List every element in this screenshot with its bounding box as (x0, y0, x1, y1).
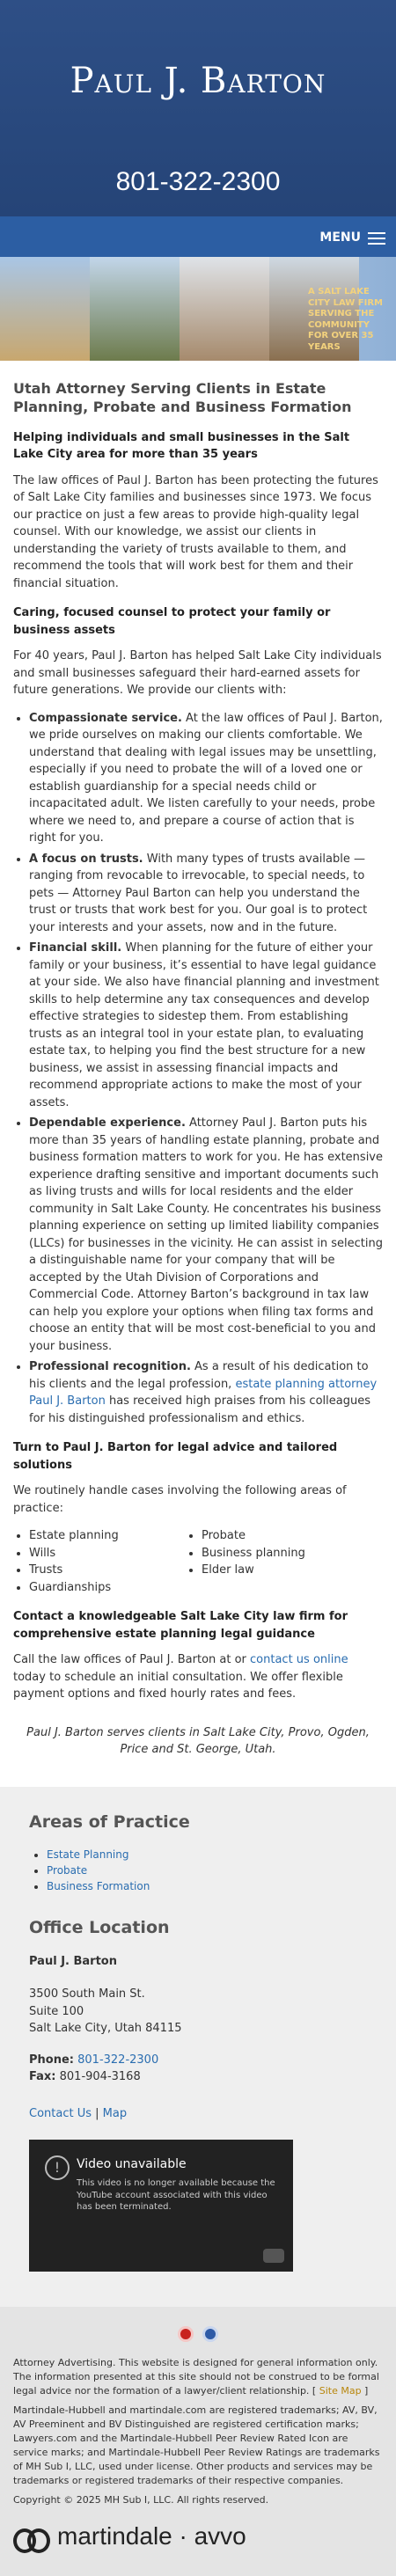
list-item: • Probate (202, 1527, 374, 1545)
paragraph: We routinely handle cases involving the following areas of practice: (13, 1484, 347, 1515)
main-content (0, 361, 396, 1787)
video-embed[interactable] (29, 2140, 293, 2272)
site-logo[interactable]: Paul J. Barton (70, 61, 326, 101)
bullet-text: As a result of his dedication to his clients and the legal profession, (29, 1360, 369, 1391)
copyright: Copyright © 2025 MH Sub I, LLC. All rights reserved. (13, 2493, 269, 2506)
office-address (29, 1986, 367, 2038)
subheading: Caring, focused counsel to protect your family or business assets (13, 606, 331, 637)
list-item (47, 1862, 367, 1878)
rating-badges (13, 2326, 383, 2342)
office-links (29, 2105, 367, 2123)
paragraph-text: Call the law offices of Paul J. Barton at or (13, 1653, 251, 1667)
office-title: Office Location (29, 1918, 170, 1938)
client-review-badge-icon[interactable] (202, 2326, 218, 2342)
hero-banner (0, 257, 396, 361)
menu-label: MENU (319, 231, 361, 245)
office-fax (29, 2068, 367, 2086)
youtube-icon[interactable] (263, 2249, 284, 2263)
disclaimer (13, 2356, 383, 2398)
trademarks: Martindale-Hubbell and martindale.com are registered trademarks; AV, BV, AV Preeminent and BV Distinguished are registered certification marks; Lawyers.com and the Martindale-Hubbell Peer Review Rated Icon are service marks; and Martindale-Hubbell Peer Review Ratings are trademarks of MH Sub I, LLC, used under license. Other products and services may be trademarks or registered trademarks of their respective companies. (13, 2404, 380, 2486)
address-line: 3500 South Main St. (29, 1987, 145, 2002)
bullet-label: Dependable experience. (29, 1116, 186, 1131)
practice-link-probate[interactable]: Probate (47, 1864, 88, 1877)
banner-photo (180, 257, 269, 361)
header-phone[interactable]: 801-322-2300 (115, 167, 281, 196)
bullet-label: Compassionate service. (29, 711, 182, 725)
link-separator: | (95, 2106, 99, 2120)
contact-online-link[interactable]: contact us online (250, 1653, 348, 1667)
office-phone (29, 2052, 367, 2069)
service-areas: Paul J. Barton serves clients in Salt Lake City, Provo, Ogden, Price and St. George, Utah. (26, 1725, 370, 1757)
bullet-label: Financial skill. (29, 941, 122, 955)
page-title: Utah Attorney Serving Clients in Estate Planning, Probate and Business Formation (13, 380, 352, 415)
practice-col-1 (29, 1527, 202, 1596)
list-item: • Wills (29, 1545, 202, 1562)
martindale-mark-icon (13, 2527, 48, 2548)
list-item (47, 1878, 367, 1894)
site-map-link[interactable]: Site Map (319, 2384, 362, 2397)
disclaimer-text: ] (361, 2384, 369, 2397)
intro-paragraph: The law offices of Paul J. Barton has been protecting the futures of Salt Lake City families and businesses since 1973. We focus our practice on just a few areas to provide high-quality legal counsel. With our knowledge, we assist our clients in understanding the variety of trusts available to them, and recommend the tools that will work best for them and their financial situation. (13, 473, 378, 590)
list-item: • Business planning (202, 1545, 374, 1562)
peer-review-badge-icon[interactable] (178, 2326, 194, 2342)
fax-label: Fax: (29, 2070, 56, 2084)
subheading: Contact a knowledgeable Salt Lake City law firm for comprehensive estate planning legal guidance (13, 1610, 348, 1641)
site-footer (0, 2307, 396, 2576)
subheading: Helping individuals and small businesses in the Salt Lake City area for more than 35 years (13, 430, 350, 462)
menu-button[interactable] (319, 229, 385, 247)
practice-col-2 (202, 1527, 374, 1596)
phone-label: Phone: (29, 2053, 74, 2067)
alert-icon: ! (45, 2155, 70, 2180)
banner-photo (90, 257, 180, 361)
list-item: • Estate planning (29, 1527, 202, 1545)
list-item (29, 940, 383, 1111)
address-line: Suite 100 (29, 2004, 84, 2018)
list-item (29, 851, 383, 937)
logo-text: martindale · avvo (57, 2522, 246, 2550)
fax-number: 801-904-3168 (59, 2070, 141, 2084)
paragraph-text: today to schedule an initial consultation. We offer flexible payment options and fixed hourly rates and fees. (13, 1670, 343, 1701)
banner-tagline: A SALT LAKE CITY LAW FIRM SERVING THE COMMUNITY FOR OVER 35 YEARS (308, 287, 383, 352)
bullet-text: When planning for the future of either your family or your business, it’s essential to have legal guidance at your side. We also have financial planning and investment skills to help determine any tax consequences and develop effective strategies to sidestep them. From establishing trusts as an integral tool in your estate plan, to evaluating estate tax, to helping you find the best structure for a new business, we assist in assessing financial impacts and recommend appropriate actions to make the most of your assets. (29, 941, 379, 1109)
list-item: • Guardianships (29, 1579, 202, 1597)
subheading: Turn to Paul J. Barton for legal advice and tailored solutions (13, 1441, 338, 1472)
video-title: Video unavailable (77, 2157, 187, 2172)
bullet-text: has received high praises from his colleagues for his distinguished professionalism and ethics. (29, 1394, 370, 1425)
benefits-list (29, 710, 383, 1428)
nav-bar (0, 216, 396, 257)
bullet-label: A focus on trusts. (29, 852, 143, 866)
address-line: Salt Lake City, Utah 84115 (29, 2022, 182, 2036)
bullet-text: With many types of trusts available — ranging from revocable to irrevocable, to special needs, to pets — Attorney Paul Barton can help you understand the trust or trusts that work best for you. Our goal is to protect your interests and your assets, now and in the future. (29, 852, 368, 934)
paragraph: For 40 years, Paul J. Barton has helped Salt Lake City individuals and small businesses safeguard their hard-earned assets for future generations. We provide our clients with: (13, 649, 382, 698)
list-item (29, 710, 383, 847)
map-link[interactable]: Map (102, 2106, 128, 2120)
sidebar (0, 1787, 396, 2308)
contact-us-link[interactable]: Contact Us (29, 2106, 92, 2120)
banner-photo (0, 257, 90, 361)
list-item (29, 1115, 383, 1355)
practice-link-business-formation[interactable]: Business Formation (47, 1880, 150, 1893)
list-item (47, 1847, 367, 1862)
office-name: Paul J. Barton (29, 1954, 117, 1968)
bullet-text: Attorney Paul J. Barton puts his more than 35 years of handling estate planning, probate and business formation matters to work for you. He has extensive experience drafting sensitive and important documents such as living trusts and wills for local residents and the elder community in Salt Lake County. He concentrates his business planning experience on setting up limited liability companies (LLCs) for businesses in the vicinity. He can assist in selecting a distinguishable name for your company that will be accepted by the Utah Division of Corporations and Commercial Code. Attorney Barton’s background in tax law can help you explore your options when filing tax forms and choose an entity that will be most cost-beneficial to you and your business. (29, 1116, 383, 1353)
list-item: • Trusts (29, 1562, 202, 1579)
practice-link-estate-planning[interactable]: Estate Planning (47, 1848, 129, 1862)
practice-links (47, 1847, 367, 1894)
site-header (0, 0, 396, 245)
phone-link[interactable]: 801-322-2300 (77, 2053, 159, 2067)
video-message: This video is no longer available because the YouTube account associated with this video has been terminated. (77, 2178, 275, 2213)
list-item: • Elder law (202, 1562, 374, 1579)
list-item (29, 1358, 383, 1427)
hamburger-icon (368, 232, 385, 245)
attorney-link[interactable]: estate planning attorney Paul J. Barton (29, 1377, 378, 1409)
disclaimer-text: Attorney Advertising. This website is designed for general information only. The information presented at this site should not be construed to be formal legal advice nor the formation of a lawyer/client relationship. [ (13, 2357, 379, 2397)
bullet-text: At the law offices of Paul J. Barton, we pride ourselves on making our clients comfortable. We understand that dealing with legal issues may be unsettling, especially if you need to probate the will of a loved one or establish guardianship for a special needs child or incapacitated adult. We listen carefully to your needs, probe where we need to, and prepare a course of action that is right for you. (29, 711, 383, 845)
paragraph (13, 1651, 383, 1703)
practice-areas-list (29, 1527, 383, 1596)
bullet-label: Professional recognition. (29, 1360, 191, 1374)
practice-title: Areas of Practice (29, 1811, 190, 1832)
